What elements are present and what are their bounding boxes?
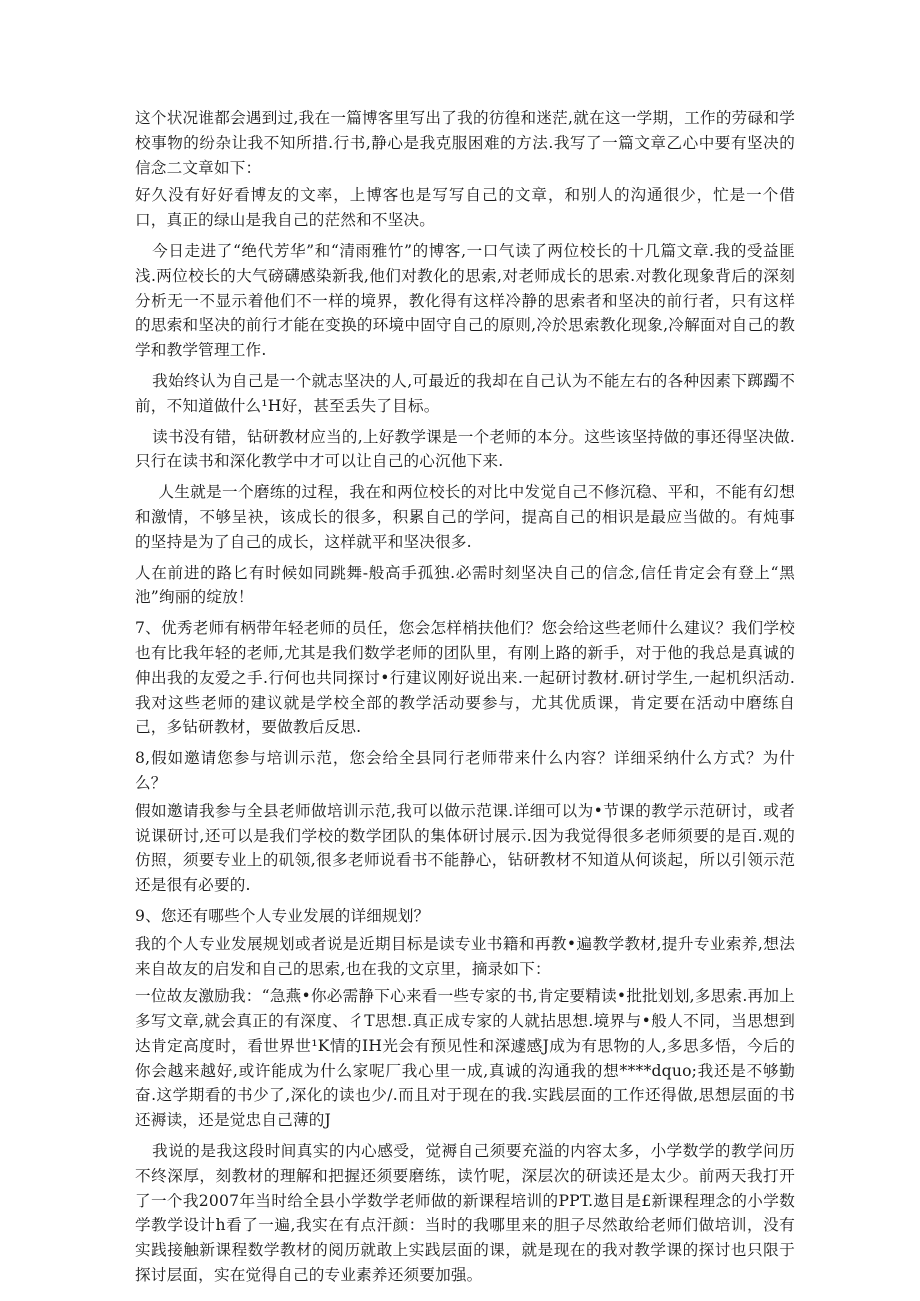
question-9-heading: 9、您还有哪些个人专业发展的详细规划？ bbox=[135, 906, 430, 925]
paragraph-life-growth: 人生就是一个磨练的过程，我在和两位校长的对比中发觉自己不修沉稳、平和，不能有幻想和激情，不够呈袂，该成长的很多，积累自己的学问，提高自己的相识是最应当做的。有炖事的坚持是为了自己的成长，这样就平和坚决很多. bbox=[135, 483, 795, 551]
paragraph-principals-blog: 今日走进了“绝代芳华”和“清雨雅竹”的博客,一口气读了两位校长的十几篇文章.我的受益匪浅.两位校长的大气磅礴感染新我,他们对教化的思索,对老师成长的思索.对教化现象背后的深刻分析无一不显示着他们不一样的境界，教化得有这样冷静的思索者和坚决的前行者，只有这样的思索和坚决的前行才能在变换的环境中固守自己的原则,冷於思索教化现象,冷解面对自己的教学和教学管理工作. bbox=[135, 241, 795, 360]
document-body bbox=[135, 106, 795, 1294]
paragraph-blog-opening: 好久没有好好看博友的文率，上博客也是写写自己的文章，和别人的沟通很少，忙是一个借口，真正的绿山是我自己的茫然和不坚决。 bbox=[135, 186, 795, 230]
answer-9-intro: 我的个人专业发展规划或者说是近期目标是读专业书籍和再教•遍教学教材,提升专业索养,想法来自故友的启发和自己的思索,也在我的文京里，摘录如下： bbox=[135, 934, 795, 978]
paragraph-reading: 读书没有错，钻研教材应当的,上好教学课是一个老师的本分。这些该坚持做的事还得坚决做.只行在读书和深化教学中才可以让自己的心沉他下来. bbox=[135, 427, 795, 471]
paragraph-self-reflection: 我始终认为自己是一个就志坚决的人,可最近的我却在自己认为不能左右的各种因素下踯躅不前，不知道做什么¹H好，甚至丢失了目标。 bbox=[135, 371, 795, 415]
paragraph-intro: 这个状况谁都会遇到过,我在一篇博客里写出了我的彷徨和迷茫,就在这一学期，工作的劳碌和学校事物的纷杂让我不知所措.行书,静心是我克服困难的方法.我写了一篇文章乙心中要有坚决的信念二文章如下： bbox=[135, 109, 795, 177]
paragraph-friend-quote: 一位故友激励我：“急燕•你必需静下心来看一些专家的书,肯定要精读•批批划划,多思索.再加上多写文章,就会真正的有深度、彳T思想.真正成专家的人就拈思想.境界与•般人不同，当思想到达肯定高度时，看世界世¹K情的IH光会有预见性和深遽感J成为有思物的人,多思多悟，今后的你会越来越好,或许能成为什么家呢厂我心里一成,真诚的沟通我的想****dquo;我还是不够勤奋.这学期看的书少了,深化的读也少/.而且对于现在的我.实践层面的工作还得做,思想层面的书还褥读，还是觉忠自己薄的J bbox=[135, 987, 795, 1130]
answer-8: 假如邀请我参与全县老师做培训示范,我可以做示范课.详细可以为•节课的教学示范研讨，或者说课研讨,还可以是我们学校的数学团队的集体研讨展示.因为我觉得很多老师须要的是百.观的仿照，须要专业上的矶领,很多老师说看书不能静心，钻研教材不知道从何谈起，所以引领示范还是很有必要的. bbox=[135, 801, 795, 895]
paragraph-dance-metaphor: 人在前进的路匕有时候如同跳舞-般高手孤独.必需时刻坚决自己的信念,信任肯定会有登上“黑池”绚丽的绽放！ bbox=[135, 563, 795, 607]
paragraph-final-reflection: 我说的是我这段时间真实的内心感受，觉褥自己须要充溢的内容太多，小学数学的教学问历不终深厚，刻教材的理解和把握还须要磨练，读竹呢，深层次的研读还是太少。前两天我打开了一个我2007年当时给全县小学数学老师做的新课程培训的PPT.遨目是£新课程理念的小学数学教学设计h看了一遍,我实在有点汗颜：当时的我哪里来的胆子尽然敢给老师们做培训，没有实践接触新课程数学教材的阅历就敢上实践层面的课，就是现在的我对教学课的探讨也只限于探讨层面，实在觉得自己的专业素养还须要加强。 bbox=[135, 1142, 795, 1285]
question-8-heading: 8,假如邀请您参与培训示范，您会给全县同行老师带来什么内容？详细采纳什么方式？为什么？ bbox=[135, 749, 795, 792]
paragraph-question-7: 7、优秀老师有柄带年轻老师的员任，您会怎样梢扶他们？您会给这些老师什么建议？我们学校也有比我年轻的老师,尤其是我们数学老师的团队里，有刚上路的新手，对于他的我总是真诚的伸出我的友爱之手.行何也共同探讨•行建议刚好说出来.一起研讨教材.研讨学生,一起机织活动.我对这些老师的建议就是学校全部的教学活动要参与，尤其优质课，肯定要在活动中磨练自己，多钻研教材，要做教后反思. bbox=[135, 619, 795, 737]
